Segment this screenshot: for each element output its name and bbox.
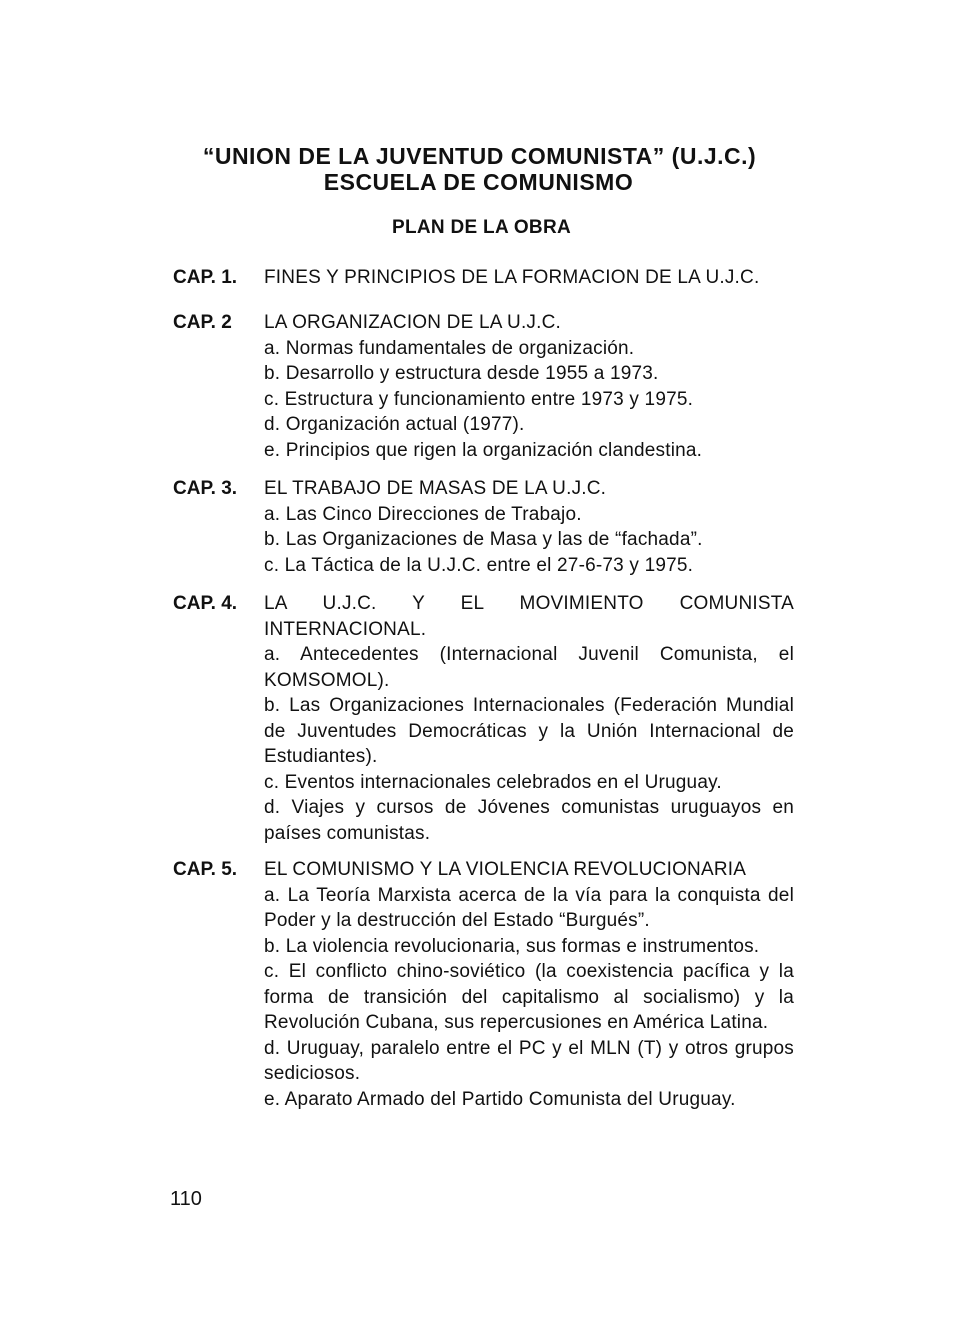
list-item: a. La Teoría Marxista acerca de la vía para la conquista del Poder y la destrucción del Estado “Burgués”. xyxy=(264,884,794,931)
chapter-items xyxy=(264,642,794,846)
chapter-title: EL COMUNISMO Y LA VIOLENCIA REVOLUCIONARIA xyxy=(264,859,747,880)
chapter-title: LA ORGANIZACION DE LA U.J.C. xyxy=(264,312,562,333)
document-title: “UNION DE LA JUVENTUD COMUNISTA” (U.J.C.) xyxy=(202,143,757,169)
list-item: d. Viajes y cursos de Jóvenes comunistas uruguayos en países comunistas. xyxy=(264,797,794,844)
chapter-label: CAP. 3. xyxy=(173,478,238,499)
list-item: d. Uruguay, paralelo entre el PC y el MLN (T) y otros grupos sediciosos. xyxy=(264,1037,794,1084)
list-item: c. La Táctica de la U.J.C. entre el 27-6-73 y 1975. xyxy=(264,554,694,576)
chapter-items xyxy=(264,883,794,1113)
list-item: c. El conflicto chino-soviético (la coexistencia pacífica y la forma de transición del capitalismo al socialismo) y la Revolución Cubana, sus repercusiones en América Latina. xyxy=(264,961,794,1033)
chapter-label: CAP. 1. xyxy=(173,267,238,288)
chapter-body xyxy=(264,310,794,463)
list-item: b. Las Organizaciones de Masa y las de “fachada”. xyxy=(264,529,703,550)
list-item: a. Normas fundamentales de organización. xyxy=(264,337,635,359)
list-item: b. Las Organizaciones Internacionales (Federación Mundial de Juventudes Democráticas y la Unión Internacional de Estudiantes). xyxy=(264,695,794,767)
chapter-label: CAP. 4. xyxy=(173,593,238,614)
list-item: a. Las Cinco Direcciones de Trabajo. xyxy=(264,503,582,525)
chapter-label: CAP. 2 xyxy=(173,312,232,333)
list-item: d. Organización actual (1977). xyxy=(264,414,525,435)
chapter-body xyxy=(264,591,794,846)
page-number: 110 xyxy=(170,1188,202,1210)
list-item: e. Aparato Armado del Partido Comunista del Uruguay. xyxy=(264,1088,736,1110)
chapter-title: FINES Y PRINCIPIOS DE LA FORMACION DE LA U.J.C. xyxy=(264,267,760,288)
plan-heading: PLAN DE LA OBRA xyxy=(391,217,572,238)
chapter-title: LA U.J.C. Y EL MOVIMIENTO COMUNISTA INTERNACIONAL. xyxy=(264,593,794,640)
list-item: b. Desarrollo y estructura desde 1955 a 1973. xyxy=(264,363,659,384)
chapter-title: EL TRABAJO DE MASAS DE LA U.J.C. xyxy=(264,478,607,499)
list-item: c. Eventos internacionales celebrados en el Uruguay. xyxy=(264,771,722,793)
list-item: a. Antecedentes (Internacional Juvenil Comunista, el KOMSOMOL). xyxy=(264,644,794,691)
list-item: e. Principios que rigen la organización clandestina. xyxy=(264,439,703,461)
document-subtitle: ESCUELA DE COMUNISMO xyxy=(323,169,634,195)
chapter-items xyxy=(264,336,794,464)
list-item: c. Estructura y funcionamiento entre 1973 y 1975. xyxy=(264,388,694,410)
chapter-label: CAP. 5. xyxy=(173,859,238,880)
chapter-items xyxy=(264,502,794,579)
chapter-body xyxy=(264,265,794,291)
chapter-body xyxy=(264,476,794,578)
list-item: b. La violencia revolucionaria, sus formas e instrumentos. xyxy=(264,935,760,957)
chapter-body xyxy=(264,857,794,1112)
